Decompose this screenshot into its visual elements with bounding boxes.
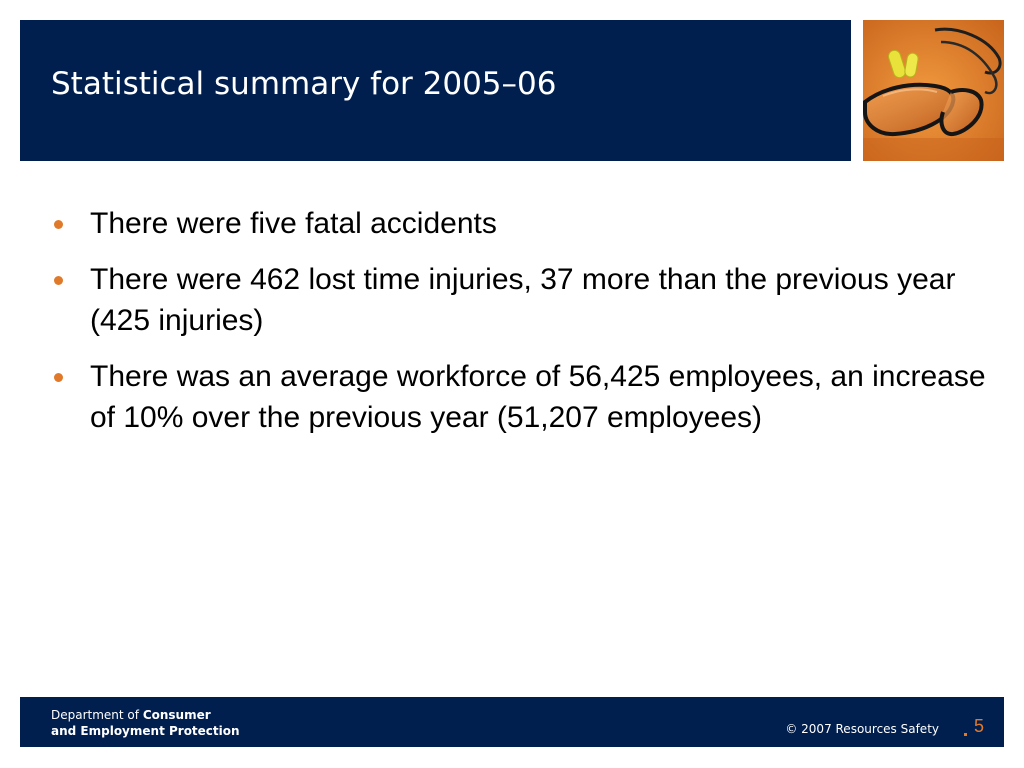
bullet-dot-icon — [54, 220, 63, 229]
bullet-dot-icon — [54, 373, 63, 382]
dept-name-line-2: and Employment Protection — [51, 724, 240, 738]
footer-bar — [20, 697, 1004, 747]
page-number: 5 — [973, 716, 984, 736]
bullet-item — [50, 203, 990, 244]
department-logo-text — [51, 707, 240, 739]
bullet-text: There were five fatal accidents — [90, 207, 497, 240]
safety-glasses-earplugs-image — [863, 20, 1004, 161]
dept-prefix: Department of — [51, 708, 143, 722]
bullet-dot-icon — [54, 276, 63, 285]
copyright-text: © 2007 Resources Safety — [785, 722, 939, 736]
bullet-text: There were 462 lost time injuries, 37 more than the previous year (425 injuries) — [90, 263, 956, 337]
dept-name-line-1: Consumer — [142, 708, 211, 722]
bullet-text: There was an average workforce of 56,425 employees, an increase of 10% over the previous year (51,207 employees) — [90, 360, 986, 434]
title-bar — [20, 20, 851, 161]
bullet-item — [50, 259, 990, 341]
slide-title: Statistical summary for 2005–06 — [51, 66, 557, 102]
bullet-list — [50, 203, 990, 453]
page-marker-icon — [964, 733, 967, 736]
bullet-item — [50, 356, 990, 438]
